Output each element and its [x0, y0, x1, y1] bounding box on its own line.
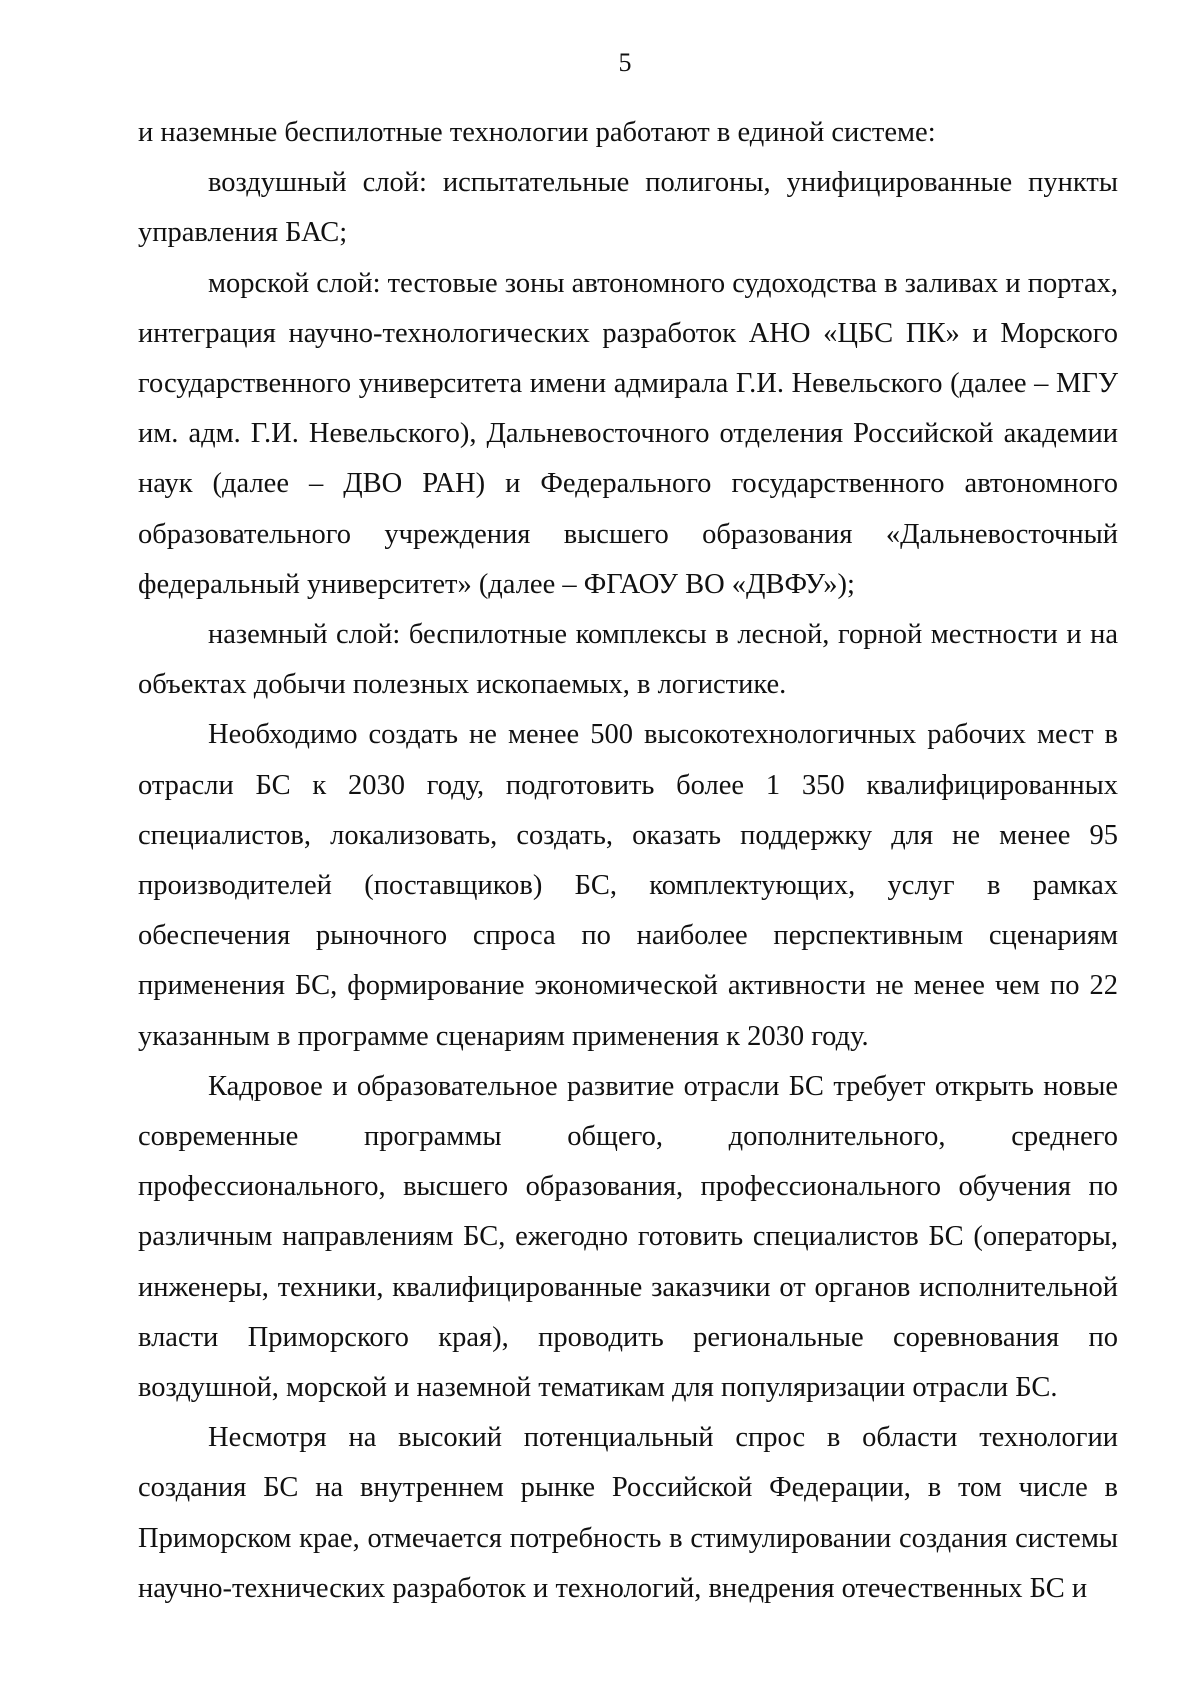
paragraph-air-layer: воздушный слой: испытательные полигоны, унифицированные пункты управления БАС; — [138, 167, 1118, 249]
paragraph-demand: Несмотря на высокий потенциальный спрос в области технологии создания БС на внутреннем рынке Российской Федерации, в том числе в Приморском крае, отмечается потребность в стимулировании создания системы научно-технических разработок и технологий, внедрения отечественных БС и — [138, 1422, 1118, 1604]
paragraph-education: Кадровое и образовательное развитие отрасли БС требует открыть новые современные программы общего, дополнительного, среднего профессионального, высшего образования, профессионального обучения по различным направлениям БС, ежегодно готовить специалистов БС (операторы, инженеры, техники, квалифицированные заказчики от органов исполнительной власти Приморского края), проводить региональные соревнования по воздушной, морской и наземной тематикам для популяризации отрасли БС. — [138, 1070, 1118, 1404]
document-body — [138, 108, 1118, 1614]
paragraph-ground-layer: наземный слой: беспилотные комплексы в лесной, горной местности и на объектах добычи полезных ископаемых, в логистике. — [138, 619, 1118, 701]
paragraph-sea-layer: морской слой: тестовые зоны автономного судоходства в заливах и портах, интеграция научно-технологических разработок АНО «ЦБС ПК» и Морского государственного университета имени адмирала Г.И. Невельского (далее – МГУ им. адм. Г.И. Невельского), Дальневосточного отделения Российской академии наук (далее – ДВО РАН) и Федерального государственного автономного образовательного учреждения высшего образования «Дальневосточный федеральный университет» (далее – ФГАОУ ВО «ДВФУ»); — [138, 267, 1118, 600]
paragraph-jobs-targets: Необходимо создать не менее 500 высокотехнологичных рабочих мест в отрасли БС к 2030 году, подготовить более 1 350 квалифицированных специалистов, локализовать, создать, оказать поддержку для не менее 95 производителей (поставщиков) БС, комплектующих, услуг в рамках обеспечения рыночного спроса по наиболее перспективным сценариям применения БС, формирование экономической активности не менее чем по 22 указанным в программе сценариям применения к 2030 году. — [138, 719, 1118, 1052]
paragraph-continuation: и наземные беспилотные технологии работают в единой системе: — [138, 117, 936, 148]
page-number: 5 — [618, 48, 632, 77]
